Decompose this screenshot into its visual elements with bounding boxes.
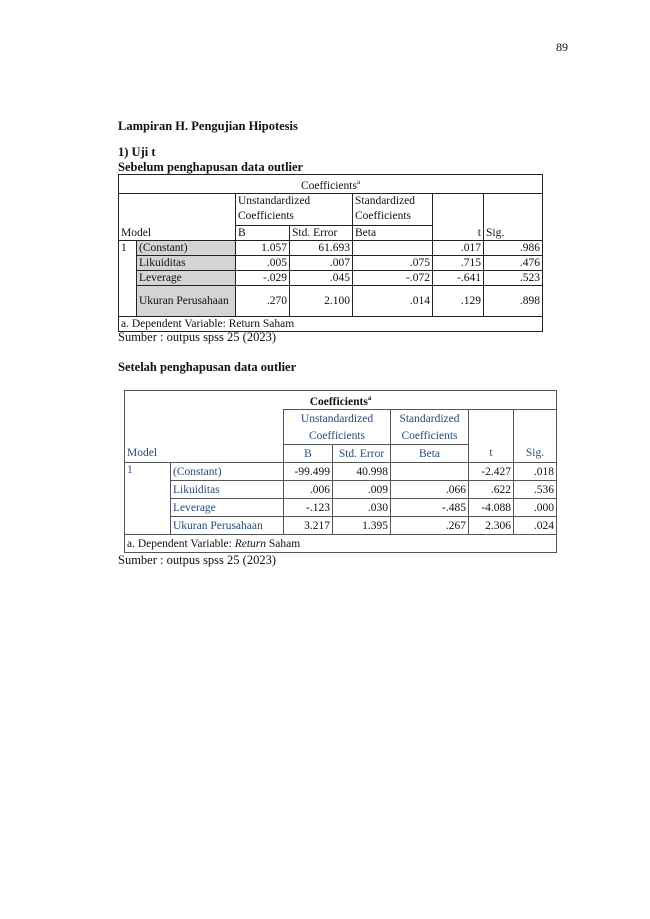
cell-t: -.641 (433, 271, 484, 286)
cell-se: 40.998 (333, 463, 391, 481)
cell-beta: .066 (391, 481, 469, 499)
cell-beta (353, 241, 433, 256)
table1-col-t: t (433, 226, 484, 241)
cell-se: .045 (290, 271, 353, 286)
cell-sig: .476 (484, 256, 543, 271)
cell-beta: -.485 (391, 499, 469, 517)
cell-b: .005 (236, 256, 290, 271)
row-label: Likuiditas (171, 481, 284, 499)
cell-beta: .075 (353, 256, 433, 271)
section-title: Lampiran H. Pengujian Hipotesis (118, 119, 298, 133)
row-label: (Constant) (171, 463, 284, 481)
cell-b: .006 (284, 481, 333, 499)
table2-col-t: t (469, 445, 514, 463)
table-row (125, 481, 557, 499)
cell-se: 1.395 (333, 517, 391, 535)
table-row (119, 241, 543, 256)
cell-sig: .523 (484, 271, 543, 286)
table2-col-b: B (284, 445, 333, 463)
table1-col-sig: Sig. (484, 226, 543, 241)
cell-se: .009 (333, 481, 391, 499)
cell-sig: .536 (514, 481, 557, 499)
table2-col-std-error: Std. Error (333, 445, 391, 463)
cell-t: .017 (433, 241, 484, 256)
row-label: (Constant) (137, 241, 236, 256)
table2-footnote: a. Dependent Variable: Return Saham (125, 535, 557, 553)
table1-col-std-error: Std. Error (290, 226, 353, 241)
row-label: Ukuran Perusahaan (171, 517, 284, 535)
table2-caption: Setelah penghapusan data outlier (118, 360, 297, 374)
cell-t: -2.427 (469, 463, 514, 481)
row-label: Likuiditas (137, 256, 236, 271)
cell-sig: .986 (484, 241, 543, 256)
table2-col-sig: Sig. (514, 445, 557, 463)
cell-se: 61.693 (290, 241, 353, 256)
row-label: Leverage (171, 499, 284, 517)
table1-col-b: B (236, 226, 290, 241)
cell-t: .129 (433, 286, 484, 317)
table2-group-unstd-2: Coefficients (284, 427, 391, 445)
cell-b: -.123 (284, 499, 333, 517)
table1-group-unstandardized: Unstandardized Coefficients (236, 193, 353, 226)
cell-sig: .898 (484, 286, 543, 317)
table1-caption: Sebelum penghapusan data outlier (118, 160, 304, 174)
cell-t: .622 (469, 481, 514, 499)
table2-col-beta: Beta (391, 445, 469, 463)
table1-title: Coefficients$^a$ (119, 175, 543, 194)
cell-beta: .267 (391, 517, 469, 535)
table1-col-model: Model (119, 226, 236, 241)
table-row (119, 271, 543, 286)
row-label: Ukuran Perusahaan (137, 286, 236, 317)
cell-t: .715 (433, 256, 484, 271)
cell-t: 2.306 (469, 517, 514, 535)
table-row (125, 463, 557, 481)
coefficients-table-before (118, 174, 543, 332)
page-number: 89 (556, 40, 568, 54)
cell-b: .270 (236, 286, 290, 317)
table2-group-std-1: Standardized (391, 410, 469, 428)
table-row (125, 499, 557, 517)
table2-source: Sumber : outpus spss 25 (2023) (118, 553, 276, 567)
table2-model-number: 1 (125, 463, 171, 535)
table-row (119, 256, 543, 271)
cell-b: -99.499 (284, 463, 333, 481)
cell-beta: -.072 (353, 271, 433, 286)
coefficients-table-after (124, 390, 557, 553)
row-label: Leverage (137, 271, 236, 286)
cell-se: 2.100 (290, 286, 353, 317)
table2-title: Coefficients$^a$ (125, 391, 557, 410)
subsection-title: 1) Uji t (118, 145, 156, 159)
cell-b: 1.057 (236, 241, 290, 256)
table2-col-model: Model (125, 445, 284, 463)
table1-footnote: a. Dependent Variable: Return Saham (119, 317, 543, 332)
table2-group-std-2: Coefficients (391, 427, 469, 445)
cell-sig: .000 (514, 499, 557, 517)
table1-col-beta: Beta (353, 226, 433, 241)
cell-t: -4.088 (469, 499, 514, 517)
cell-sig: .018 (514, 463, 557, 481)
cell-beta (391, 463, 469, 481)
table1-model-number: 1 (119, 241, 137, 317)
table-row (125, 517, 557, 535)
cell-sig: .024 (514, 517, 557, 535)
table1-source: Sumber : outpus spss 25 (2023) (118, 330, 276, 344)
cell-se: .007 (290, 256, 353, 271)
table-row (119, 286, 543, 317)
cell-beta: .014 (353, 286, 433, 317)
table1-group-standardized: Standardized Coefficients (353, 193, 433, 226)
cell-b: -.029 (236, 271, 290, 286)
table2-group-unstd-1: Unstandardized (284, 410, 391, 428)
cell-b: 3.217 (284, 517, 333, 535)
cell-se: .030 (333, 499, 391, 517)
